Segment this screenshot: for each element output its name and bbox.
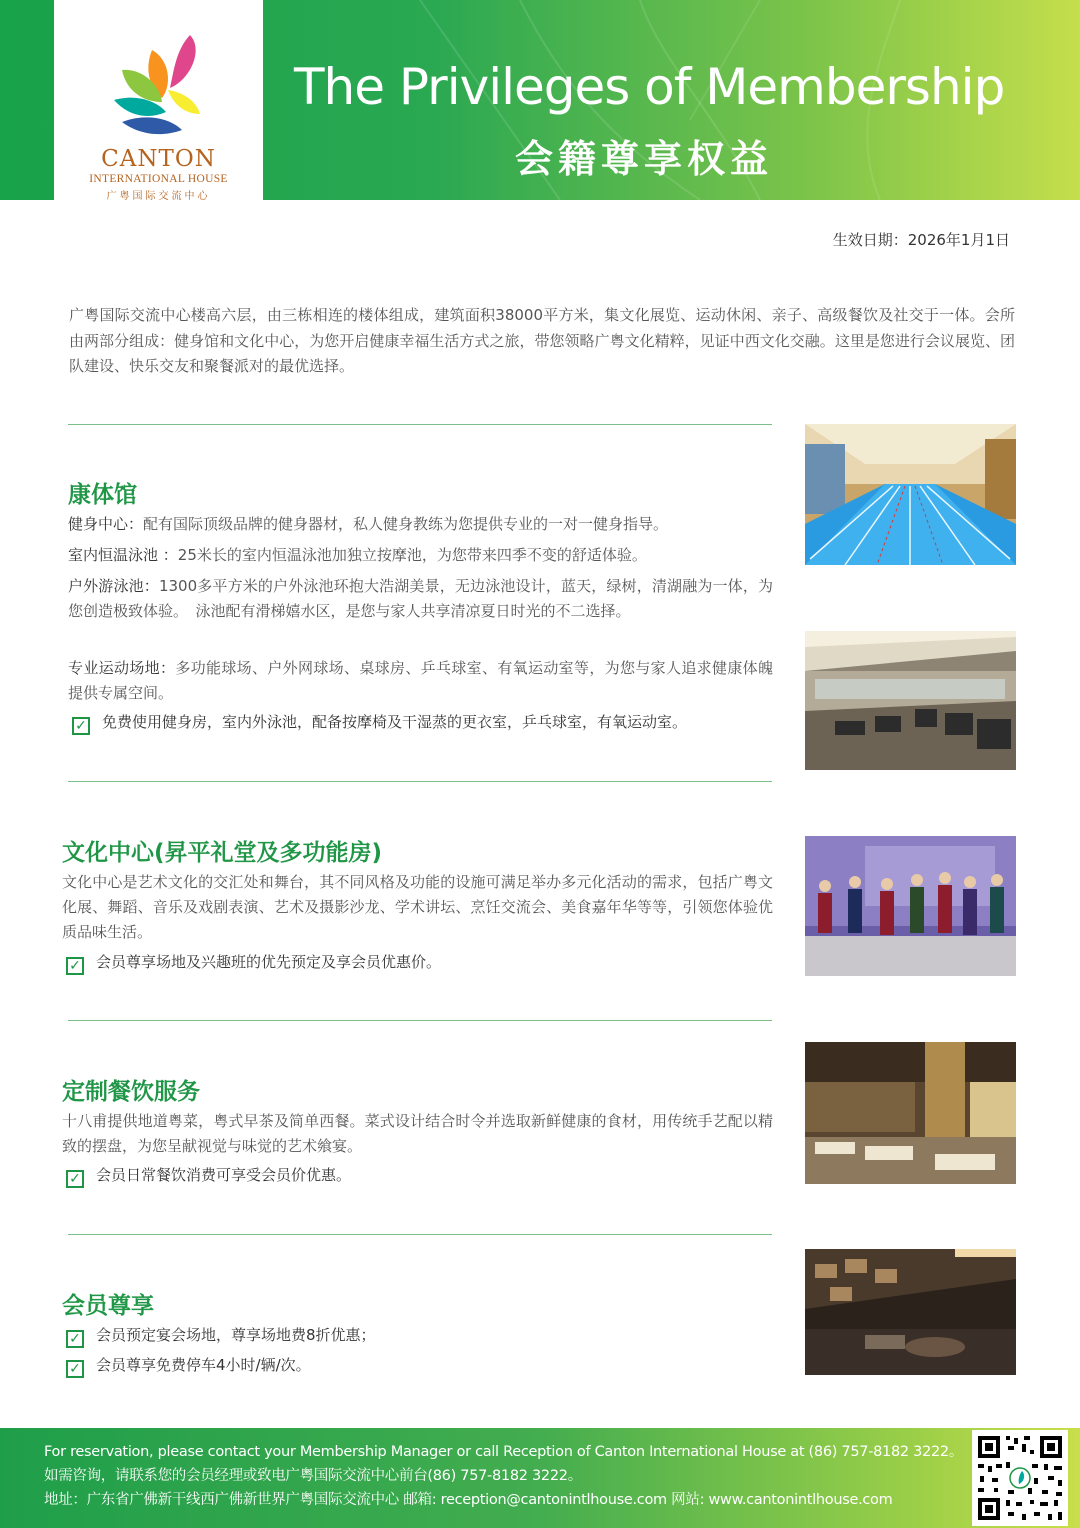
divider — [68, 1234, 772, 1235]
item-text: 多功能球场、户外网球场、桌球房、乒乓球室、有氧运动室等，为您与家人追求健康体魄提供专属空间。 — [68, 659, 773, 702]
qr-code — [972, 1430, 1068, 1526]
fitness-item-gym — [68, 512, 773, 537]
photo-culture-performance — [805, 836, 1016, 976]
logo — [54, 0, 263, 200]
checkbox-icon: ✓ — [72, 717, 90, 735]
member-benefit-2 — [66, 1355, 311, 1378]
benefit-text: 会员尊享场地及兴趣班的优先预定及享会员优惠价。 — [96, 953, 442, 971]
divider — [68, 424, 772, 425]
benefit-text: 会员尊享免费停车4小时/辆/次。 — [96, 1356, 311, 1374]
checkbox-icon: ✓ — [66, 957, 84, 975]
benefit-text: 会员预定宴会场地，尊享场地费8折优惠； — [96, 1326, 376, 1344]
item-label: 专业运动场地： — [68, 659, 176, 677]
logo-name: CANTON — [101, 146, 216, 172]
section-title-fitness: 康体馆 — [68, 482, 137, 508]
page-title-chinese: 会籍尊享权益 — [515, 137, 774, 181]
item-text: 1300多平方米的户外泳池环抱大浩湖美景，无边泳池设计，蓝天，绿树，清湖融为一体，为您创造极致体验。 泳池配有滑梯嬉水区，是您与家人共享清凉夏日时光的不二选择。 — [68, 577, 773, 620]
page-title-english: The Privileges of Membership — [294, 58, 1005, 116]
benefit-text: 免费使用健身房，室内外泳池，配备按摩椅及干湿蒸的更衣室，乒乓球室，有氧运动室。 — [102, 713, 688, 731]
header-banner — [0, 0, 1080, 200]
fitness-item-outdoor-pool — [68, 574, 773, 624]
section-title-culture: 文化中心(昇平礼堂及多功能房) — [62, 840, 383, 866]
item-label: 室内恒温泳池 ： — [68, 546, 178, 564]
logo-chinese-name: 广粤国际交流中心 — [106, 191, 211, 200]
divider — [68, 781, 772, 782]
benefit-text: 会员日常餐饮消费可享受会员价优惠。 — [96, 1166, 352, 1184]
photo-indoor-pool — [805, 424, 1016, 565]
divider — [68, 1020, 772, 1021]
photo-gym — [805, 631, 1016, 770]
fitness-benefit — [72, 712, 687, 735]
photo-dining-room — [805, 1042, 1016, 1184]
photo-lounge — [805, 1249, 1016, 1375]
canton-logo-icon — [112, 30, 208, 140]
effective-date: 生效日期：2026年1月1日 — [832, 231, 1010, 249]
footer-address: 地址：广东省广佛新干线西广佛新世界广粤国际交流中心 邮箱: reception@cantonintlhouse.com 网站: www.cantonintlhouse.com — [44, 1492, 893, 1508]
qr-code-icon — [972, 1430, 1068, 1526]
item-label: 健身中心： — [68, 515, 144, 533]
section-title-dining: 定制餐饮服务 — [62, 1079, 200, 1105]
fitness-item-indoor-pool — [68, 543, 773, 568]
intro-paragraph: 广粤国际交流中心楼高六层，由三栋相连的楼体组成，建筑面积38000平方米，集文化展览、运动休闲、亲子、高级餐饮及社交于一体。会所由两部分组成：健身馆和文化中心，为您开启健康幸福生活方式之旅，带您领略广粤文化精粹，见证中西文化交融。这里是您进行会议展览、团队建设、快乐交友和聚餐派对的最优选择。 — [69, 306, 1015, 375]
member-benefit-1 — [66, 1325, 376, 1348]
footer — [0, 1428, 1080, 1528]
dining-benefit — [66, 1165, 351, 1188]
fitness-item-sports-venues — [68, 656, 773, 706]
section-title-member: 会员尊享 — [62, 1293, 154, 1319]
item-text: 25米长的室内恒温泳池加独立按摩池，为您带来四季不变的舒适体验。 — [177, 546, 647, 564]
item-text: 配有国际顶级品牌的健身器材，私人健身教练为您提供专业的一对一健身指导。 — [143, 515, 669, 533]
culture-benefit — [66, 952, 441, 975]
logo-subtitle: INTERNATIONAL HOUSE — [89, 173, 228, 185]
checkbox-icon: ✓ — [66, 1330, 84, 1348]
checkbox-icon: ✓ — [66, 1170, 84, 1188]
culture-paragraph: 文化中心是艺术文化的交汇处和舞台，其不同风格及功能的设施可满足举办多元化活动的需求，包括广粤文化展、舞蹈、音乐及戏剧表演、艺术及摄影沙龙、学术讲坛、烹饪交流会、美食嘉年华等等，引领您体验优质品味生活。 — [62, 873, 773, 941]
dining-paragraph: 十八甫提供地道粤菜，粤式早茶及简单西餐。菜式设计结合时令并选取新鲜健康的食材，用传统手艺配以精致的摆盘，为您呈献视觉与味觉的艺术飨宴。 — [62, 1112, 773, 1155]
footer-reservation-cn: 如需咨询，请联系您的会员经理或致电广粤国际交流中心前台(86) 757-8182 3222。 — [44, 1468, 582, 1484]
item-label: 户外游泳池： — [68, 577, 159, 595]
checkbox-icon: ✓ — [66, 1360, 84, 1378]
footer-reservation-en: For reservation, please contact your Membership Manager or call Reception of Canton International House at (86) 757-8182 3222。 — [44, 1444, 964, 1460]
